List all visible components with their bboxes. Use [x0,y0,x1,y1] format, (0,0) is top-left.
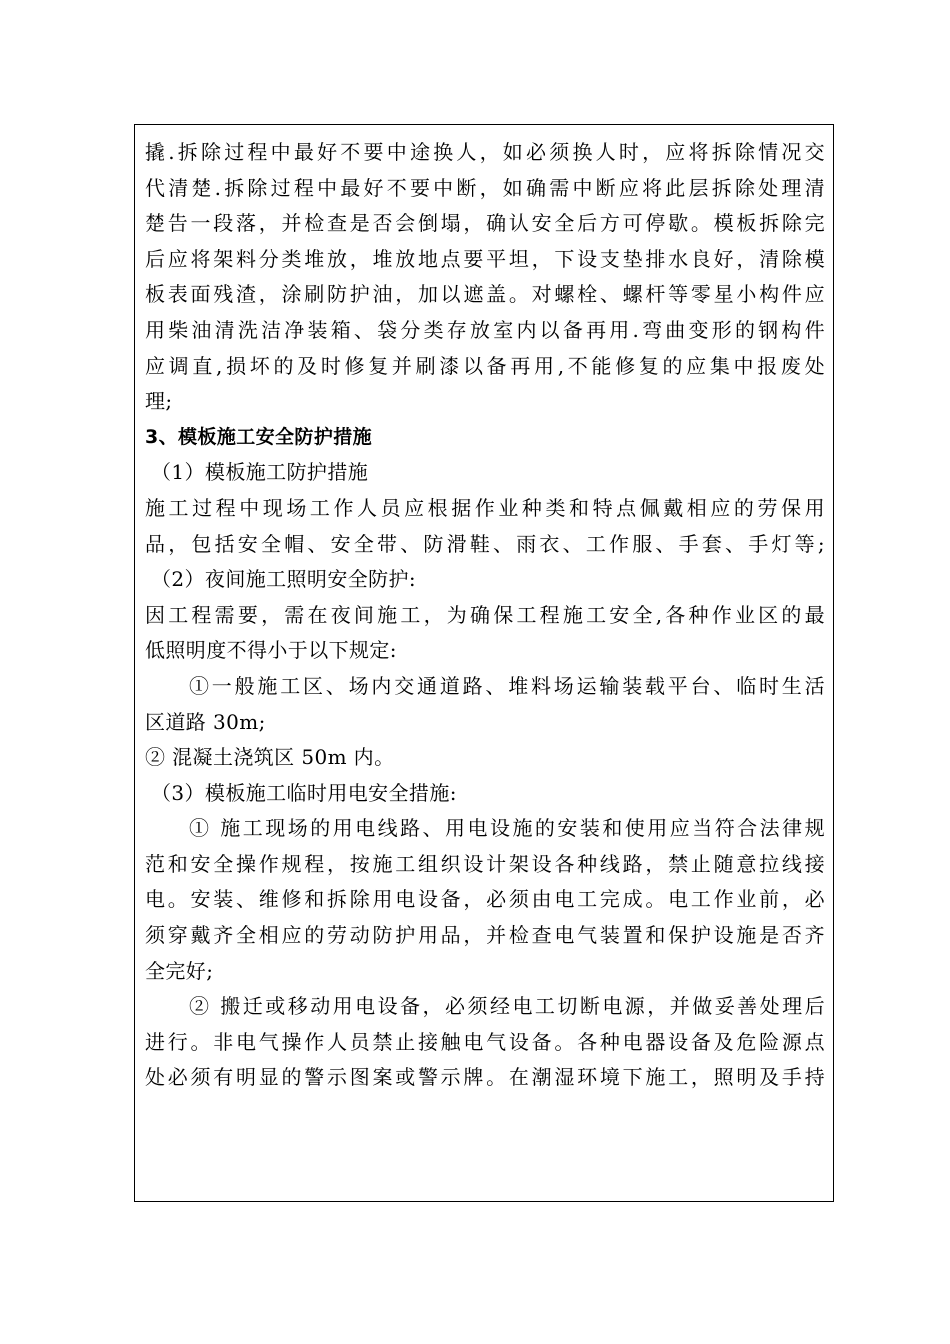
text-line: 范和安全操作规程，按施工组织设计架设各种线路，禁止随意拉线接 [145,851,825,876]
section-heading: 3、模板施工安全防护措施 [145,425,373,448]
text-line: 板表面残渣，涂刷防护油，加以遮盖。对螺栓、螺杆等零星小构件应 [145,282,825,307]
subsection-heading: （3）模板施工临时用电安全措施: [151,780,457,805]
document-frame [134,124,834,1202]
text-line: 品，包括安全帽、安全带、防滑鞋、雨衣、工作服、手套、手灯等; [145,531,825,556]
text-line: 理; [145,389,173,414]
document-body [145,135,825,1096]
list-item: ① 施工现场的用电线路、用电设施的安装和使用应当符合法律规 [189,816,825,841]
text-line: 代清楚.拆除过程中最好不要中断，如确需中断应将此层拆除处理清 [145,175,825,200]
text-line: 须穿戴齐全相应的劳动防护用品，并检查电气装置和保护设施是否齐 [145,923,825,948]
text-line: 低照明度不得小于以下规定: [145,638,397,663]
text-line: 后应将架料分类堆放，堆放地点要平坦，下设支垫排水良好，清除模 [145,246,825,271]
list-item: ①一般施工区、场内交通道路、堆料场运输装载平台、临时生活 [189,673,825,698]
text-line: 电。安装、维修和拆除用电设备，必须由电工完成。电工作业前，必 [145,887,825,912]
text-line: 应调直,损坏的及时修复并刷漆以备再用,不能修复的应集中报废处 [145,353,825,378]
text-line: 用柴油清洗洁净装箱、袋分类存放室内以备再用.弯曲变形的钢构件 [145,317,825,342]
text-line: 撬.拆除过程中最好不要中途换人，如必须换人时，应将拆除情况交 [145,140,825,164]
text-line: 处必须有明显的警示图案或警示牌。在潮湿环境下施工，照明及手持 [145,1065,825,1090]
text-line: 因工程需要，需在夜间施工，为确保工程施工安全,各种作业区的最 [145,602,825,627]
text-line: 施工过程中现场工作人员应根据作业种类和特点佩戴相应的劳保用 [145,495,825,520]
text-line: 楚告一段落，并检查是否会倒塌，确认安全后方可停歇。模板拆除完 [145,211,825,236]
subsection-heading: （1）模板施工防护措施 [151,460,369,485]
subsection-heading: （2）夜间施工照明安全防护: [151,567,417,592]
text-line: 进行。非电气操作人员禁止接触电气设备。各种电器设备及危险源点 [145,1029,825,1054]
list-item: ② 混凝土浇筑区 50m 内。 [145,745,395,770]
text-line: 区道路 30m; [145,709,266,734]
text-line: 全完好; [145,958,214,983]
list-item: ② 搬迁或移动用电设备，必须经电工切断电源，并做妥善处理后 [189,994,825,1019]
